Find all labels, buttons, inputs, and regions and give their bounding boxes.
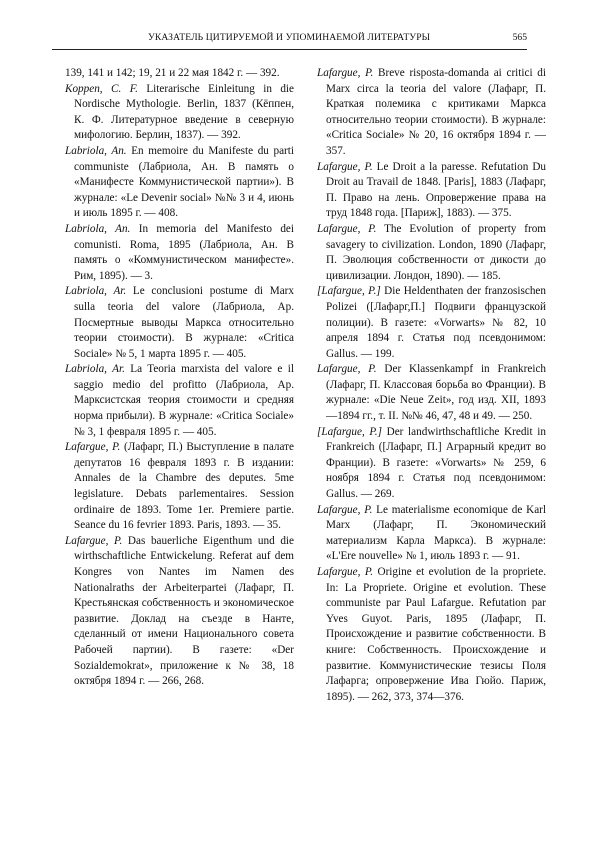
- bibliography-entry: Koppen, C. F. Literarische Einleitung in die Nordische Mythologie. Berlin, 1837 (Кёппен, К. Ф. Литературное введение в северную мифологию. Берлин, 1837). — 392.: [65, 82, 295, 142]
- bibliography-entry: Labriola, Ar. Le conclusioni postume di Marx sulla teoria del valore (Лабриола, Ар. Посмертные выводы Маркса относительно теории стоимости). В журнале: «Critica Sociale» № 5, 1 марта 1895 г. — 405.: [65, 285, 294, 360]
- running-header-title: УКАЗАТЕЛЬ ЦИТИРУЕМОЙ И УПОМИНАЕМОЙ ЛИТЕРАТУРЫ: [148, 32, 431, 43]
- left-column: [65, 66, 294, 690]
- running-header: [52, 32, 527, 48]
- bibliography-entry: Lafargue, P. The Evolution of property from savagery to civilization. London, 1890 (Лафарг, П. Эволюция собственности от дикости до цивилизации. Лондон, 1890). — 185.: [317, 222, 546, 282]
- page-number: 565: [512, 32, 527, 43]
- bibliography-entry: Lafargue, P. Le materialisme economique de Karl Marx (Лафарг, П. Экономический материализм Карла Маркса). В журнале: «L'Ere nouvelle» № 1, июль 1893 г. — 91.: [317, 503, 547, 563]
- header-rule: [52, 49, 527, 50]
- bibliography-entry: Labriola, An. In memoria del Manifesto dei comunisti. Roma, 1895 (Лабриола, Ан. В память о «Коммунистическом манифесте». Рим, 1895). — 3.: [65, 222, 294, 282]
- bibliography-entry: Lafargue, P. Der Klassenkampf in Frankreich (Лафарг, П. Классовая борьба во Франции). В журнале: «Die Neue Zeit», год изд. XII, 1893—1894 гг., т. II. №№ 46, 47, 48 и 49. — 250.: [317, 363, 547, 423]
- right-column: [317, 66, 546, 705]
- bibliography-entry: Lafargue, P. Le Droit a la paresse. Refutation Du Droit au Travail de 1848. [Paris], 1883 (Лафарг, П. Право на лень. Опровержение права на труд 1848 года. [Париж], 1883). — 375.: [317, 160, 546, 220]
- bibliography-entry: Labriola, An. En memoire du Manifeste du parti communiste (Лабриола, Ан. В память о «Манифесте Коммунистической партии»). В журнале: «Le Devenir social» №№ 3 и 4, июнь и июль 1895 г. — 408.: [65, 144, 294, 220]
- bibliography-entry: [Lafargue, P.] Die Heldenthaten der franzosischen Polizei ([Лафарг,П.] Подвиги французской полиции). В газете: «Vorwarts» № 82, 10 апреля 1894 г. Статья под псевдонимом: Gallus. — 199.: [317, 285, 546, 360]
- bibliography-entry: 139, 141 и 142; 19, 21 и 22 мая 1842 г. — 392.: [65, 67, 280, 79]
- bibliography-entry: Labriola, Ar. La Teoria marxista del valore e il saggio medio del profitto (Лабриола, Ар. Марксистская теория стоимости и средняя норма прибыли). В журнале: «Critica Sociale» № 3, 1 февраля 1895 г. — 405.: [65, 363, 294, 438]
- bibliography-entry: Lafargue, P. Breve risposta-domanda ai critici di Marx circa la teoria del valore (Лафарг, П. Краткая полемика с критиками Маркса относительно теории стоимости). В журнале: «Critica Sociale» № 20, 16 октября 1894 г. — 357.: [317, 67, 546, 157]
- bibliography-entry: [Lafargue, P.] Der landwirthschaftliche Kredit in Frankreich ([Лафарг, П.] Аграрный кредит во Франции). В газете: «Vorwarts» № 259, 6 ноября 1894 г. Статья под псевдонимом: Gallus. — 269.: [317, 425, 546, 501]
- bibliography-entry: Lafargue, P. (Лафарг, П.) Выступление в палате депутатов 16 февраля 1893 г. В издании: Annales de la Chambre des deputes. 5me legislature. Debats parlementaires. Session ordinaire de 1893. Tome 1er. Premiere partie. Seance du 16 fevrier 1893. Paris, 1893. — 35.: [65, 441, 294, 532]
- bibliography-entry: Lafargue, P. Das bauerliche Eigenthum und die wirthschaftliche Entwickelung. Referat auf dem Kongres von Nantes im Namen des Nationalraths der Arbeiterpartei (Лафарг, П. Крестьянская собственность и экономическое развитие. Доклад на съезде в Нанте, сделанный от имени Национального совета Рабочей партии). В газете: «Der Sozialdemokrat», приложение к № 38, 18 октября 1894 г. — 266, 268.: [65, 534, 295, 688]
- bibliography-entry: Lafargue, P. Origine et evolution de la propriete. In: La Propriete. Origine et evolution. These communiste par Paul Lafargue. Refutation par Yves Guyot. Paris, 1895 (Лафарг, П. Происхождение и развитие собственности. В книге: Собственность. Происхождение и развитие. Коммунистические тезисы Поля Лафарга; опровержение Ива Гюйо. Париж, 1895). — 262, 373, 374—376.: [317, 566, 547, 703]
